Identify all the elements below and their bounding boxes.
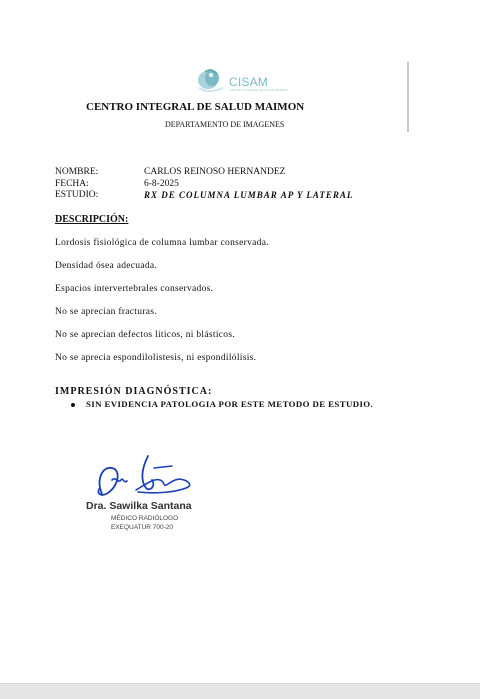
logo-tagline: CENTRO INTEGRAL DE SALUD MAIMON (230, 88, 288, 92)
doctor-registration: EXEQUATUR 700-20 (111, 524, 174, 531)
handwritten-signature (88, 450, 208, 502)
description-line: Lordosis fisiológica de columna lumbar conservada. (55, 238, 269, 248)
department-name: DEPARTAMENTO DE IMAGENES (165, 120, 285, 129)
description-line: No se aprecian fracturas. (55, 307, 157, 317)
name-value: CARLOS REINOSO HERNANDEZ (144, 167, 286, 177)
impression-title: IMPRESIÓN DIAGNÓSTICA: (55, 386, 213, 397)
description-line: No se aprecian defectos líticos, ni blásticos. (55, 330, 235, 340)
institution-name: CENTRO INTEGRAL DE SALUD MAIMON (86, 101, 305, 113)
doctor-role: MÉDICO RADIÓLOGO (111, 515, 179, 522)
margin-divider (407, 62, 409, 132)
study-label: ESTUDIO: (55, 190, 99, 200)
logo-text: CISAM (229, 75, 269, 89)
bullet-icon (71, 403, 75, 407)
date-value: 6-8-2025 (144, 179, 179, 189)
description-line: Densidad ósea adecuada. (55, 261, 158, 271)
description-line: No se aprecia espondilolistesis, ni espondilólisis. (55, 353, 257, 363)
study-value: RX DE COLUMNA LUMBAR AP Y LATERAL (144, 190, 354, 200)
date-label: FECHA: (55, 179, 89, 189)
description-title: DESCRIPCIÓN: (55, 214, 129, 225)
name-label: NOMBRE: (55, 167, 99, 177)
viewer-bottom-bar (0, 683, 480, 699)
doctor-name: Dra. Sawilka Santana (86, 500, 192, 512)
description-line: Espacios intervertebrales conservados. (55, 284, 214, 294)
impression-item: SIN EVIDENCIA PATOLOGIA POR ESTE METODO DE ESTUDIO. (86, 399, 374, 409)
